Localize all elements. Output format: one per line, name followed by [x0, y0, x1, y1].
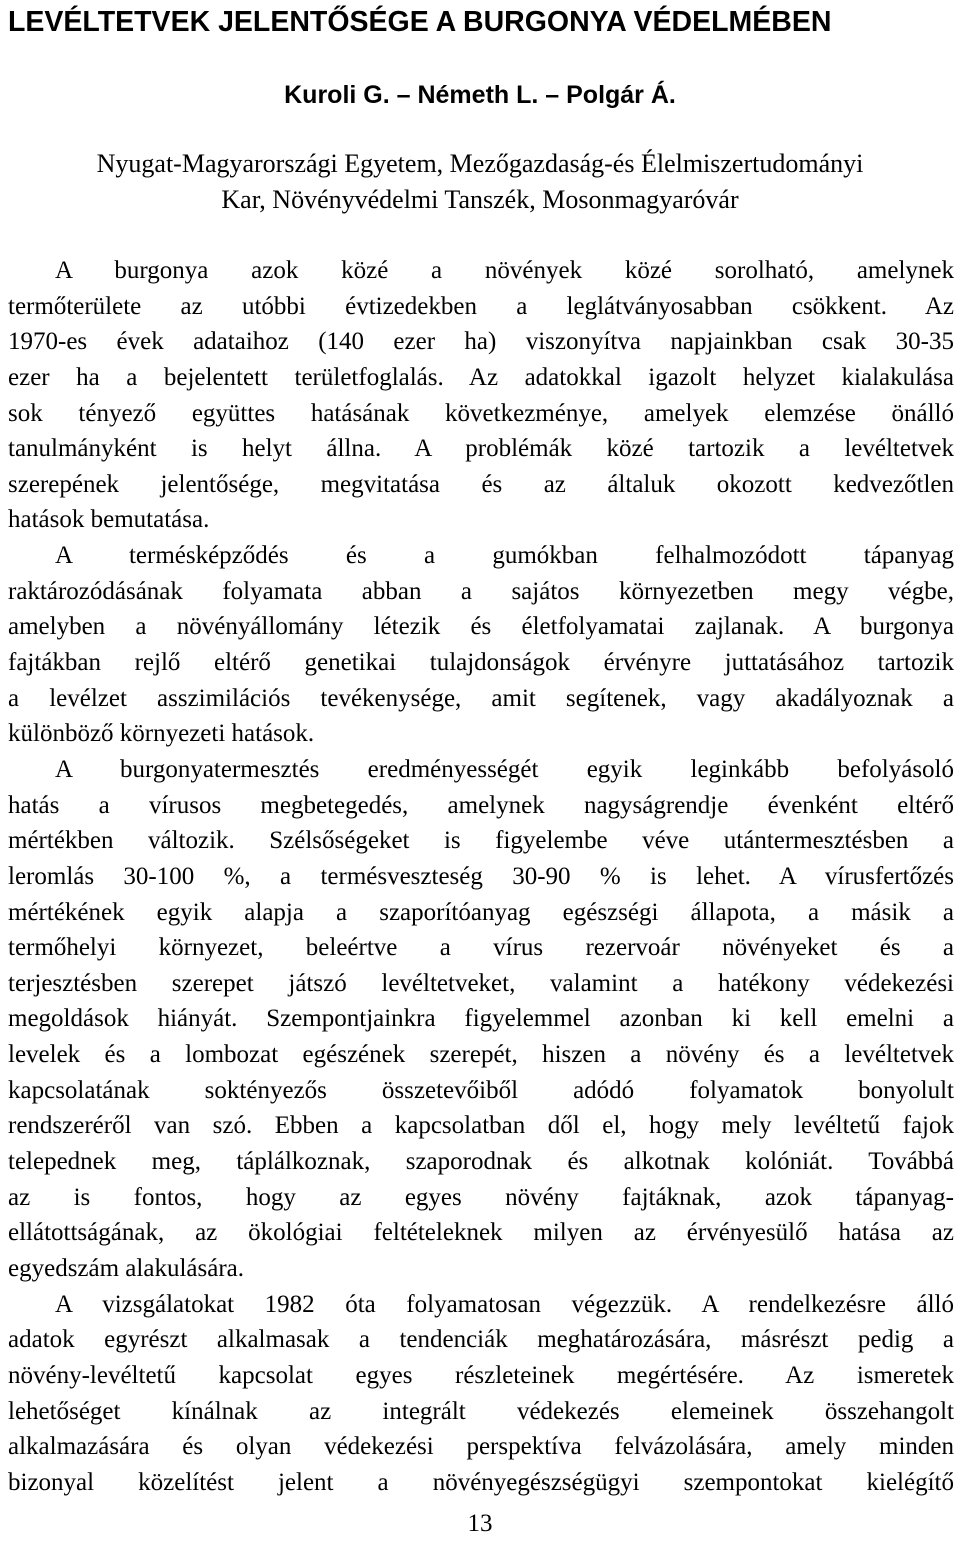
- text-line: adatok egyrészt alkalmasak a tendenciák meghatározására, másrészt pedig a: [8, 1326, 954, 1354]
- text-line: tanulmányként is helyt állna. A problémák közé tartozik a levéltetvek: [8, 435, 954, 463]
- text-line: az is fontos, hogy az egyes növény fajtáknak, azok tápanyag-: [8, 1183, 954, 1211]
- text-line: leromlás 30-100 %, a termésveszteség 30-90 % is lehet. A vírusfertőzés: [8, 862, 954, 890]
- text-line: A termésképződés és a gumókban felhalmozódott tápanyag: [55, 542, 954, 570]
- text-line: kapcsolatának soktényezős összetevőiből adódó folyamatok bonyolult: [8, 1076, 954, 1104]
- text-line: különböző környezeti hatások.: [8, 720, 315, 748]
- text-line: telepednek meg, táplálkoznak, szaporodnak és alkotnak kolóniát. Továbbá: [8, 1148, 954, 1176]
- text-line: levelek és a lombozat egészének szerepét, hiszen a növény és a levéltetvek: [8, 1041, 954, 1069]
- text-line: amelyben a növényállomány létezik és életfolyamatai zajlanak. A burgonya: [8, 613, 954, 641]
- text-line: A burgonya azok közé a növények közé sorolható, amelynek: [55, 257, 954, 284]
- text-line: sok tényező együttes hatásának következménye, amelyek elemzése önálló: [8, 399, 954, 427]
- paper-title: LEVÉLTETVEK JELENTŐSÉGE A BURGONYA VÉDELMÉBEN: [8, 6, 832, 38]
- text-line: szerepének jelentősége, megvitatása és az általuk okozott kedvezőtlen: [8, 470, 954, 498]
- text-line: alkalmazására és olyan védekezési perspektíva felvázolására, amely minden: [8, 1433, 954, 1461]
- text-line: ellátottságának, az ökológiai feltételeknek milyen az érvényesülő hatása az: [8, 1219, 954, 1247]
- text-line: rendszeréről van szó. Ebben a kapcsolatban dől el, hogy mely levéltetű fajok: [8, 1112, 954, 1140]
- affiliation-line: Kar, Növényvédelmi Tanszék, Mosonmagyaróvár: [221, 184, 739, 214]
- page-number: 13: [467, 1510, 493, 1537]
- text-line: a levélzet asszimilációs tevékenysége, amit segítenek, vagy akadályoznak a: [8, 684, 954, 712]
- text-line: mértékének egyik alapja a szaporítóanyag egészségi állapota, a másik a: [8, 898, 954, 926]
- text-line: terjesztésben szerepet játszó levéltetveket, valamint a hatékony védekezési: [8, 969, 954, 997]
- text-line: 1970-es évek adataihoz (140 ezer ha) viszonyítva napjainkban csak 30-35: [8, 328, 954, 356]
- text-line: növény-levéltetű kapcsolat egyes részleteinek megértésére. Az ismeretek: [8, 1361, 954, 1389]
- author-list: Kuroli G. – Németh L. – Polgár Á.: [284, 81, 676, 109]
- body-text: [8, 253, 954, 1500]
- text-line: egyedszám alakulására.: [8, 1254, 244, 1282]
- text-line: hatások bemutatása.: [8, 506, 210, 534]
- text-line: termőhelyi környezet, beleértve a vírus rezervoár növényeket és a: [8, 934, 954, 962]
- text-line: mértékben változik. Szélsőségeket is figyelembe véve utántermesztésben a: [8, 827, 954, 855]
- text-line: hatás a vírusos megbetegedés, amelynek nagyságrendje évenként eltérő: [8, 791, 954, 819]
- text-line: termőterülete az utóbbi évtizedekben a leglátványosabban csökkent. Az: [8, 292, 954, 320]
- text-line: lehetőséget kínálnak az integrált védekezés elemeinek összehangolt: [8, 1397, 954, 1425]
- affiliation-line: Nyugat-Magyarországi Egyetem, Mezőgazdaság-és Élelmiszertudományi: [96, 149, 864, 178]
- text-line: A burgonyatermesztés eredményességét egyik leginkább befolyásoló: [55, 755, 954, 783]
- text-line: raktározódásának folyamata abban a sajátos környezetben megy végbe,: [8, 577, 954, 605]
- text-line: A vizsgálatokat 1982 óta folyamatosan végezzük. A rendelkezésre álló: [55, 1290, 954, 1318]
- text-line: megoldások hiányát. Szempontjainkra figyelemmel azonban ki kell emelni a: [8, 1005, 954, 1033]
- text-line: bizonyal közelítést jelent a növényegészségügyi szempontokat kielégítő: [8, 1468, 954, 1496]
- affiliation: [0, 146, 960, 217]
- text-line: fajtákban rejlő eltérő genetikai tulajdonságok érvényre juttatásához tartozik: [8, 649, 954, 677]
- text-line: ezer ha a bejelentett területfoglalás. Az adatokkal igazolt helyzet kialakulása: [8, 363, 954, 391]
